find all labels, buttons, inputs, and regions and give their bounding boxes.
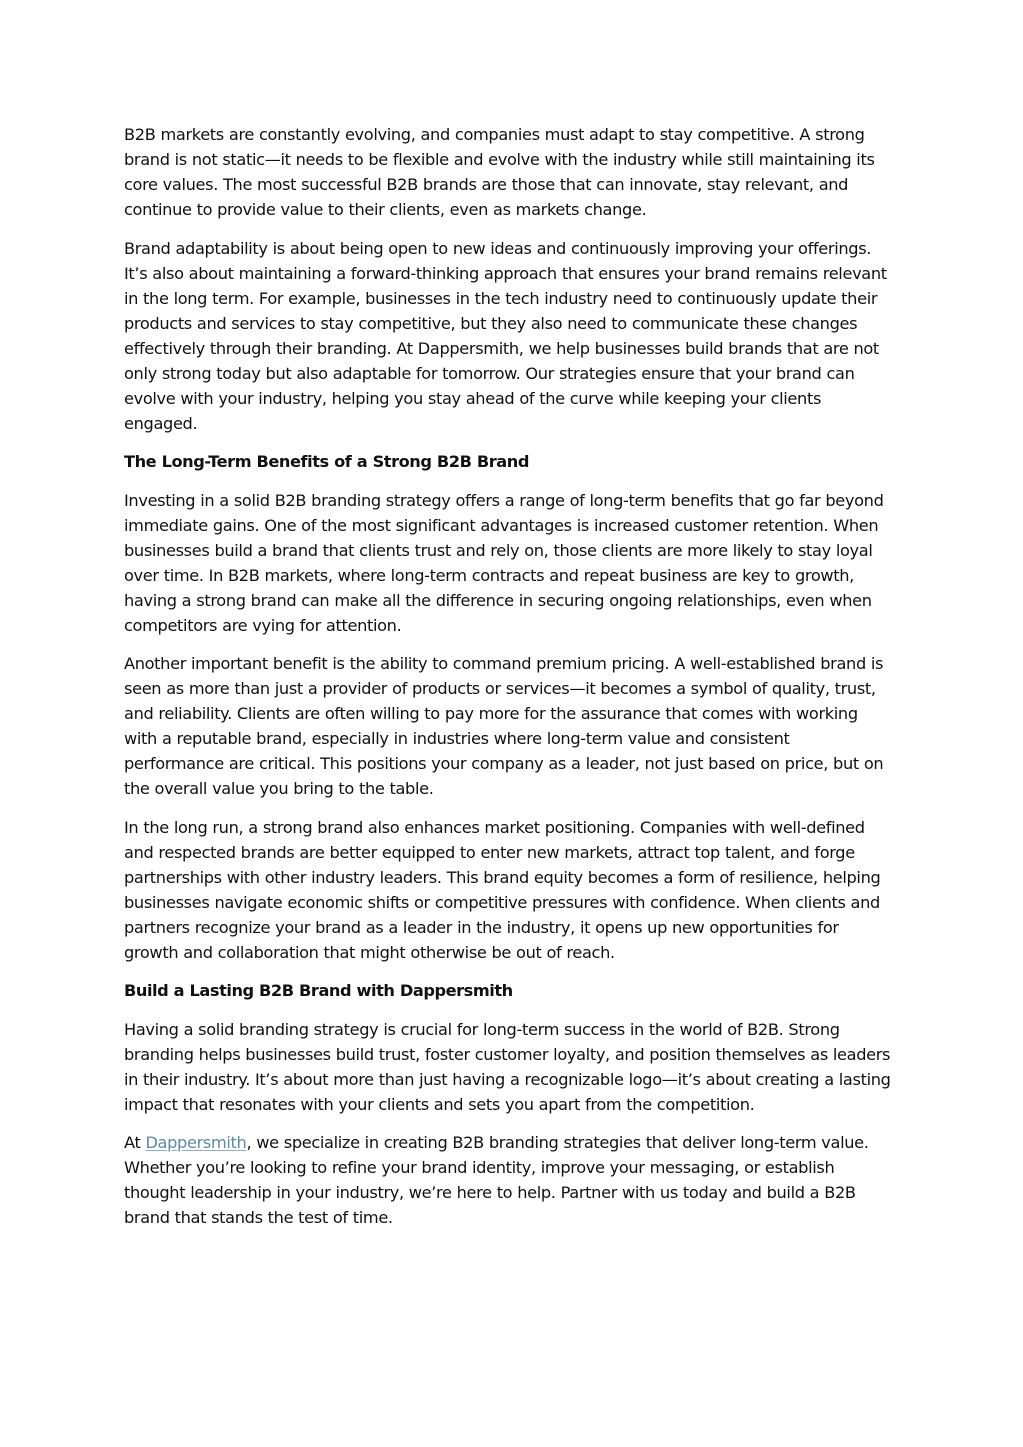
paragraph-market-positioning: In the long run, a strong brand also enhances market positioning. Companies with well-defined and respected brands are better equipped to enter new markets, attract top talent, and forge partnerships with other industry leaders. This brand equity becomes a form of resilience, helping businesses navigate economic shifts or competitive pressures with confidence. When clients and partners recognize your brand as a leader in the industry, it opens up new opportunities for growth and collaboration that might otherwise be out of reach.	[124, 817, 881, 962]
paragraph-customer-retention: Investing in a solid B2B branding strategy offers a range of long-term benefits that go far beyond immediate gains. One of the most significant advantages is increased customer retention. When businesses build a brand that clients trust and rely on, those clients are more likely to stay loyal over time. In B2B markets, where long-term contracts and repeat business are key to growth, having a strong brand can make all the difference in securing ongoing relationships, even when competitors are vying for attention.	[124, 490, 884, 635]
cta-suffix-text: , we specialize in creating B2B branding strategies that deliver long-term value. Whether you’re looking to refine your brand identity, improve your messaging, or establish thought leadership in your industry, we’re here to help. Partner with us today and build a B2B brand that stands the test of time.	[124, 1133, 869, 1227]
paragraph-call-to-action	[124, 1130, 894, 1230]
paragraph-brand-evolution: B2B markets are constantly evolving, and companies must adapt to stay competitive. A strong brand is not static—it needs to be flexible and evolve with the industry while still maintaining its core values. The most successful B2B brands are those that can innovate, stay relevant, and continue to provide value to their clients, even as markets change.	[124, 125, 875, 219]
cta-prefix-text: At	[124, 1133, 146, 1152]
paragraph-premium-pricing: Another important benefit is the ability to command premium pricing. A well-established brand is seen as more than just a provider of products or services—it becomes a symbol of quality, trust, and reliability. Clients are often willing to pay more for the assurance that comes with working with a reputable brand, especially in industries where long-term value and consistent performance are critical. This positions your company as a leader, not just based on price, but on the overall value you bring to the table.	[124, 654, 884, 798]
dappersmith-link[interactable]: Dappersmith	[145, 1133, 247, 1152]
section-heading-build-brand: Build a Lasting B2B Brand with Dappersmith	[124, 981, 513, 1000]
document-body	[124, 122, 894, 1244]
paragraph-branding-strategy: Having a solid branding strategy is crucial for long-term success in the world of B2B. Strong branding helps businesses build trust, foster customer loyalty, and position themselves as leaders in their industry. It’s about more than just having a recognizable logo—it’s about creating a lasting impact that resonates with your clients and sets you apart from the competition.	[124, 1019, 891, 1114]
section-heading-long-term-benefits: The Long-Term Benefits of a Strong B2B Brand	[124, 452, 529, 471]
paragraph-brand-adaptability: Brand adaptability is about being open to new ideas and continuously improving your offerings. It’s also about maintaining a forward-thinking approach that ensures your brand remains relevant in the long term. For example, businesses in the tech industry need to continuously update their products and services to stay competitive, but they also need to communicate these changes effectively through their branding. At Dappersmith, we help businesses build brands that are not only strong today but also adaptable for tomorrow. Our strategies ensure that your brand can evolve with your industry, helping you stay ahead of the curve while keeping your clients engaged.	[124, 238, 887, 433]
